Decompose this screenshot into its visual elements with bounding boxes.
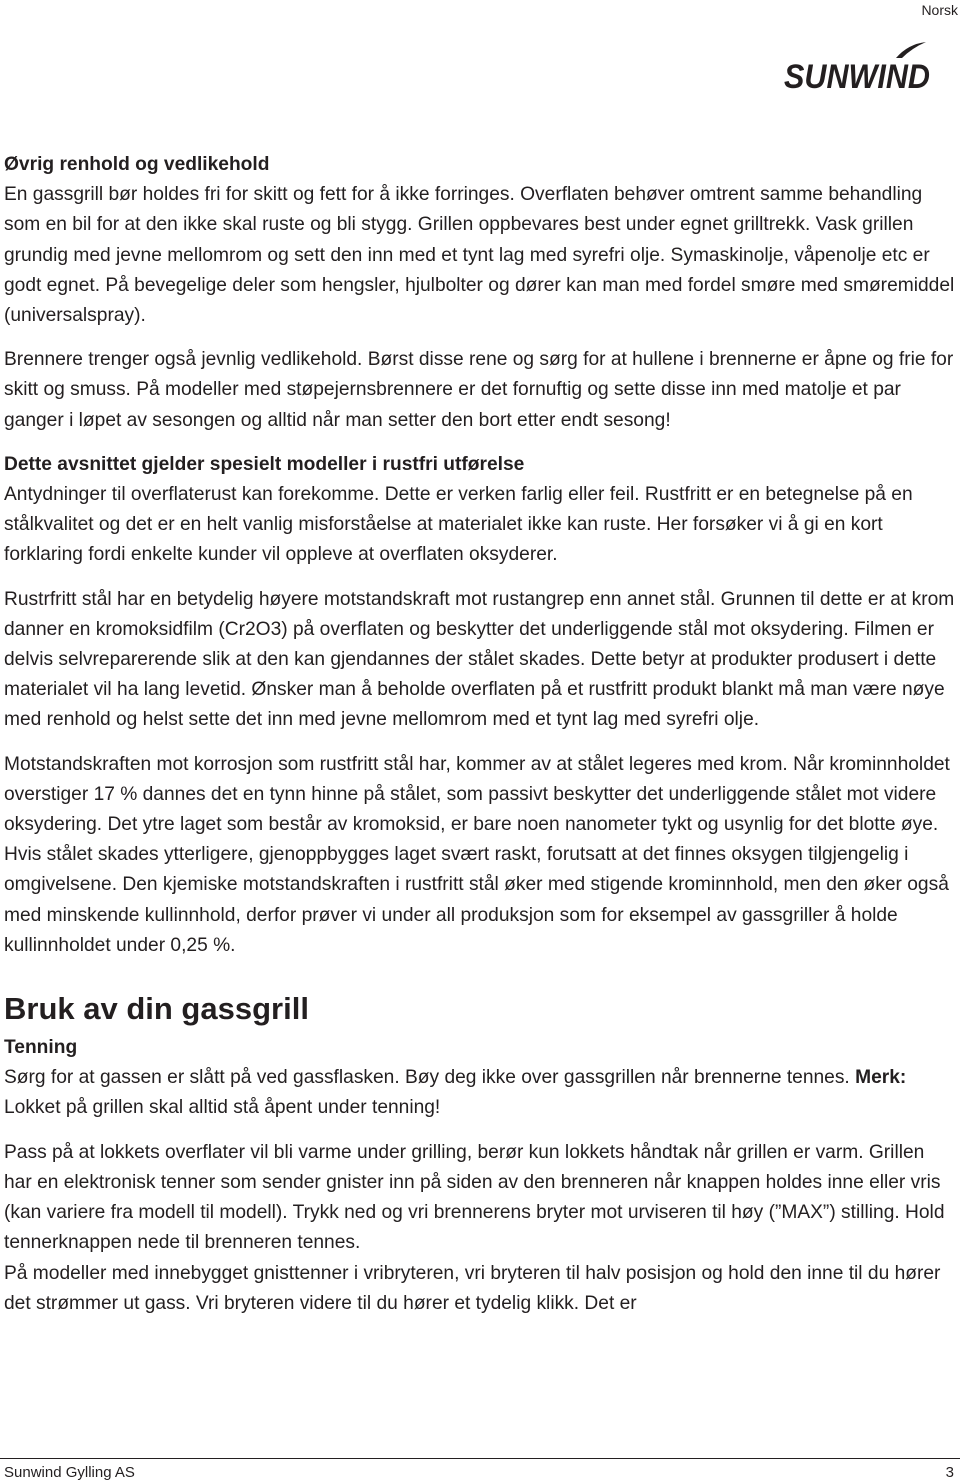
paragraph: Rustrfritt stål har en betydelig høyere motstandskraft mot rustangrep enn annet stål. Grunnen til dette er at krom danner en kromoksidfilm (Cr2O3) på overflaten og beskytter det underliggende stål mot oksydering. Filmen er delvis selvreparerende slik at den kan gjendannes der stålet skades. Dette betyr at produkter produsert i dette materialet vil ha lang levetid. Ønsker man å beholde overflaten på et rustfritt produkt blankt må man være nøye med renhold og helst sette det inn med jevne mellomrom med et tynt lag med syrefri olje.: [4, 588, 955, 731]
page-footer: [0, 1458, 960, 1481]
footer-divider: [0, 1458, 960, 1459]
section-heading-stainless: Dette avsnittet gjelder spesielt modeller i rustfri utførelse: [4, 453, 525, 475]
language-label: Norsk: [921, 2, 958, 18]
section-heading-maintenance: Øvrig renhold og vedlikehold: [4, 154, 270, 175]
text-run: Lokket på grillen skal alltid stå åpent under tenning!: [4, 1097, 441, 1119]
chapter-title: Bruk av din gassgrill: [4, 991, 309, 1027]
text-run: Sørg for at gassen er slått på ved gassflasken. Bøy deg ikke over gassgrillen når brennerne tennes.: [4, 1067, 856, 1089]
paragraph: [4, 1063, 956, 1123]
document-body: [4, 150, 956, 1319]
footer-company: Sunwind Gylling AS: [4, 1464, 135, 1481]
paragraph: Antydninger til overflaterust kan forekomme. Dette er verken farlig eller feil. Rustfritt er en betegnelse på en stålkvalitet og det er en helt vanlig misforståelse at materialet ikke kan ruste. Her forsøker vi å gi en kort forklaring fordi enkelte kunder vil oppleve at overflaten oksyderer.: [4, 484, 913, 566]
section-heading-ignition: Tenning: [4, 1037, 78, 1059]
page-number: 3: [945, 1464, 954, 1481]
paragraph: På modeller med innebygget gnisttenner i vribryteren, vri bryteren til halv posisjon og hold den inne til du hører det strømmer ut gass. Vri bryteren videre til du hører et tydelig klikk. Det er: [4, 1262, 941, 1314]
paragraph: En gassgrill bør holdes fri for skitt og fett for å ikke forringes. Overflaten behøver omtrent samme behandling som en bil for at den ikke skal ruste og bli stygg. Grillen oppbevares best under egnet grilltrekk. Vask grillen grundig med jevne mellomrom og sett den inn med et tynt lag med syrefri olje. Symaskinolje, våpenolje etc er godt egnet. På bevegelige deler som hengsler, hjulbolter og dører kan man med fordel smøre med smøremiddel (universalspray).: [4, 184, 955, 327]
sunwind-logo: [784, 42, 930, 94]
paragraph: Motstandskraften mot korrosjon som rustfritt stål har, kommer av at stålet legeres med krom. Når krominnholdet overstiger 17 % dannes det en tynn hinne på stålet, som passivt beskytter det underliggende stålet mot videre oksydering. Det ytre laget som består av kromoksid, er bare noen nanometer tykt og usynlig for det blotte øye. Hvis stålet skades ytterligere, gjenoppbygges laget svært raskt, forutsatt at det finnes oksygen tilgjengelig i omgivelsene. Den kjemiske motstandskraften i rustfritt stål øker med stigende krominnhold, men den øker også med minskende kullinnhold, derfor prøver vi under all produksjon som for eksempel av gassgriller å holde kullinnholdet under 0,25 %.: [4, 753, 950, 956]
paragraph: Pass på at lokkets overflater vil bli varme under grilling, berør kun lokkets håndtak når grillen er varm. Grillen har en elektronisk tenner som sender gnister inn på siden av den brenneren når knappen holdes inne eller vris (kan variere fra modell til modell). Trykk ned og vri brennerens bryter mot urviseren til høy (”MAX”) stilling. Hold tennerknappen nede til brenneren tennes.: [4, 1141, 945, 1254]
note-label: Merk:: [855, 1067, 907, 1089]
paragraph: Brennere trenger også jevnlig vedlikehold. Børst disse rene og sørg for at hullene i brennerne er åpne og frie for skitt og smuss. På modeller med støpejernsbrennere er det fornuftig og sette disse inn med matolje et par ganger i løpet av sesongen og alltid når man setter den bort etter endt sesong!: [4, 349, 954, 431]
svg-text:SUNWIND: SUNWIND: [784, 58, 930, 96]
